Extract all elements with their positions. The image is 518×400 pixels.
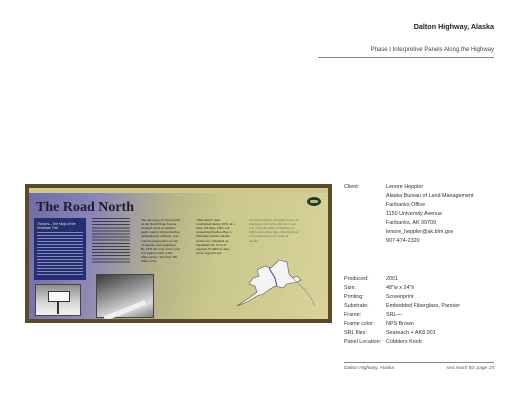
spec-value: SRL—: [386, 312, 402, 318]
client-line: Lenore Heppler: [386, 184, 424, 190]
spec-value: Screenprint: [386, 294, 414, 300]
road-photo: [96, 274, 154, 318]
spec-label: Substrate:: [344, 303, 369, 309]
spec-value: Seareach + AK8.001: [386, 330, 436, 336]
spec-label: Frame:: [344, 312, 362, 318]
alaska-map: [227, 256, 319, 318]
agency-logo-icon: [307, 197, 321, 206]
page-title: Dalton Highway, Alaska: [413, 22, 494, 31]
spec-value: Embedded Fiberglass, Pannier: [386, 303, 461, 309]
spec-label: Frame color:: [344, 321, 375, 327]
client-line: 1150 University Avenue: [386, 211, 443, 217]
footer-divider: [344, 362, 494, 363]
spec-label: Panel Location:: [344, 339, 382, 345]
interpretive-panel-image: [25, 184, 332, 323]
header-divider: [318, 57, 494, 58]
panel-text-column-4: cost $125 million. Roughly longer 40 standards, this rocky ribbon of road was called the Dalton Highway in 1980 when ownership of the highway was transferred to the State of Alaska.: [249, 218, 299, 243]
panel-sidebar: [34, 218, 86, 280]
sidebar-body-text: [37, 232, 83, 277]
spec-value: 48"w x 24"h: [386, 285, 415, 291]
spec-label: SRL files:: [344, 330, 367, 336]
footer-page: sea reach ltd. page 15: [446, 366, 494, 371]
footer-title: Dalton Highway, Alaska: [344, 366, 395, 371]
spec-value: 2001: [386, 276, 398, 282]
client-email: lenore_heppler@ak.blm.gov: [386, 229, 454, 235]
panel-title: The Road North: [36, 200, 135, 215]
spec-value: NPS Brown: [386, 321, 414, 327]
client-label: Client:: [344, 184, 360, 190]
panel-top-band: [29, 188, 328, 193]
panel-text-column-1: [92, 218, 130, 264]
page-subtitle: Phase I Interpretive Panels Along the Highway: [370, 47, 494, 53]
client-line: Fairbanks, AK 99709: [386, 220, 437, 226]
spec-label: Produced:: [344, 276, 369, 282]
panel-text-column-2: The discovery of "black gold" on the North Slope forever changed travel in Alaska's north country. Oil production demanded the efficient, year-round transportation of tons of supplies and equipment. By 1970 the "end of the road" was pushed north to the Yukon River. The final 356 miles of the: [141, 218, 181, 264]
client-phone: 907-474-2320: [386, 238, 420, 244]
alaska-map-graphic: [227, 256, 319, 318]
spec-label: Size:: [344, 285, 356, 291]
spec-value: Cobblers Knob: [386, 339, 422, 345]
sign-photo: [35, 284, 81, 316]
panel-text-column-3: "Haul Road" were constructed during 1974, in a mere 154 days. This road connecting Prudhoe Bay to Fairbanks and the outside world was completed on September 29, 1974. It required 32 million cubic yards of gravel and: [196, 218, 235, 255]
spec-label: Printing:: [344, 294, 364, 300]
panel-artwork: [29, 188, 328, 319]
sidebar-heading: Truckers—The Kings of the Komikaze Trail: [37, 222, 76, 231]
client-line: Alaska Bureau of Land Management: [386, 193, 474, 199]
client-line: Fairbanks Office: [386, 202, 426, 208]
